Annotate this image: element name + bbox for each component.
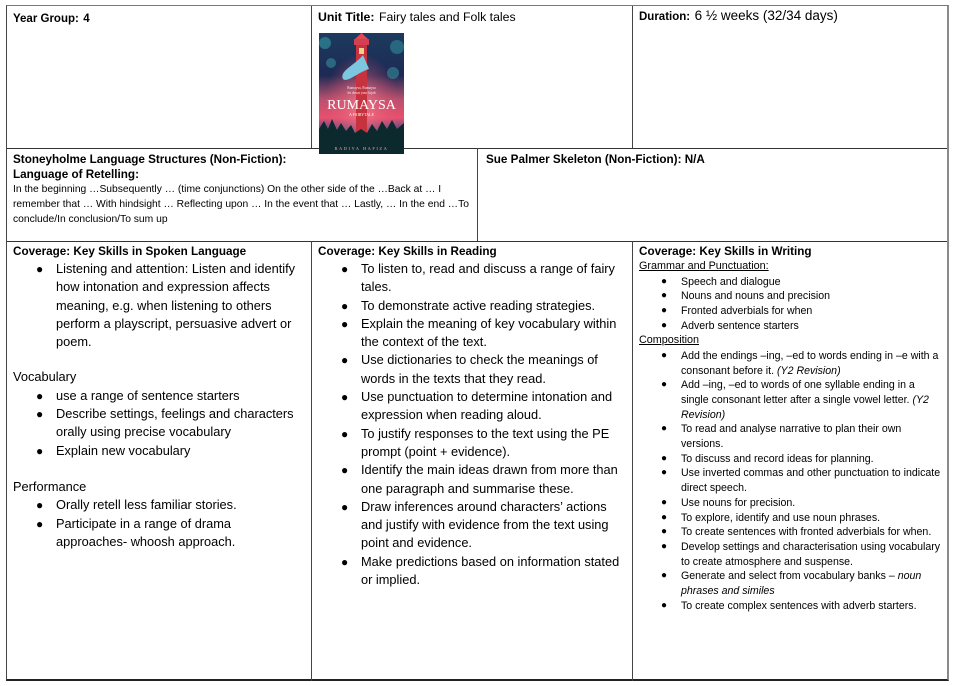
list-item: ● Use dictionaries to check the meanings of words in the texts that they read. — [341, 352, 598, 386]
spoken-intro-list — [13, 260, 305, 351]
bullet-icon: ● — [341, 554, 349, 569]
list-item: ● Listening and attention: Listen and identify how intonation and expression affects meaning, e.g. when listening to others perform a playscript, persuasive advert or poem. — [36, 261, 296, 350]
bullet-icon: ● — [341, 262, 349, 276]
writing-heading: Coverage: Key Skills in Writing — [639, 245, 812, 258]
bullet-icon: ● — [341, 298, 349, 313]
list-item: ● To listen to, read and discuss a range of fairy tales. — [341, 261, 615, 295]
bullet-icon: ● — [661, 599, 668, 611]
bullet-icon: ● — [661, 319, 668, 331]
language-retelling-subheading: Language of Retelling: — [13, 168, 139, 181]
duration-label: Duration: — [639, 11, 691, 23]
svg-text:Rumaysa, Rumaysa: Rumaysa, Rumaysa — [347, 86, 376, 90]
bullet-icon: ● — [661, 570, 668, 582]
bullet-icon: ● — [341, 390, 349, 405]
bullet-icon: ● — [661, 423, 668, 435]
year-group-label: Year Group: — [13, 13, 79, 25]
list-item: ● Generate and select from vocabulary banks – noun phrases and similes — [661, 570, 922, 598]
svg-text:A FAIRYTALE: A FAIRYTALE — [348, 112, 375, 117]
spoken-language-cell — [7, 242, 311, 681]
bullet-icon: ● — [661, 304, 668, 316]
sue-palmer-cell — [478, 149, 948, 241]
bullet-icon: ● — [36, 262, 44, 276]
unit-title-label: Unit Title: — [318, 10, 375, 24]
list-item: ● Adverb sentence starters — [661, 319, 799, 332]
unit-title-value: Fairy tales and Folk tales — [378, 10, 516, 24]
list-item: ● Identify the main ideas drawn from more than one paragraph and summarise these. — [341, 462, 618, 496]
reading-list — [318, 260, 626, 589]
bullet-icon: ● — [36, 498, 44, 513]
list-item: ● Make predictions based on information stated or implied. — [341, 553, 620, 588]
list-item: ● Use punctuation to determine intonation and expression when reading aloud. — [341, 389, 613, 423]
list-item: ● To explore, identify and use noun phrases. — [661, 511, 881, 524]
book-cover-illustration — [319, 33, 404, 154]
bullet-icon: ● — [661, 526, 668, 538]
language-structures-heading: Stoneyholme Language Structures (Non-Fiction): — [13, 153, 287, 166]
list-item: ● To create sentences with fronted adverbials for when. — [661, 526, 932, 539]
reading-heading: Coverage: Key Skills in Reading — [318, 245, 497, 258]
bullet-icon: ● — [36, 516, 44, 531]
performance-heading: Performance — [13, 478, 87, 494]
bullet-icon: ● — [36, 388, 44, 403]
bullet-icon: ● — [661, 275, 668, 287]
duration-cell — [633, 6, 948, 148]
bullet-icon: ● — [661, 452, 668, 464]
bullet-icon: ● — [661, 290, 668, 302]
bullet-icon: ● — [341, 353, 349, 368]
book-cover-title: RUMAYSA — [327, 98, 396, 113]
list-item: ● To create complex sentences with adverb starters. — [661, 599, 917, 612]
bullet-icon: ● — [341, 499, 349, 514]
bullet-icon: ● — [341, 426, 349, 441]
list-item: ● Use inverted commas and other punctuation to indicate direct speech. — [661, 467, 941, 495]
bullet-icon: ● — [661, 540, 668, 552]
list-item: ● Draw inferences around characters’ actions and justify with evidence from the text using point and evidence. — [341, 498, 609, 551]
list-item: ● Fronted adverbials for when — [661, 304, 813, 317]
list-item: ● Develop settings and characterisation using vocabulary to create atmosphere and suspense. — [661, 540, 941, 568]
bullet-icon: ● — [661, 511, 668, 523]
writing-cell — [633, 242, 948, 681]
bullet-icon: ● — [36, 407, 44, 422]
list-item: ● Use nouns for precision. — [661, 496, 796, 509]
bullet-icon: ● — [661, 467, 668, 479]
list-item: ● use a range of sentence starters — [13, 387, 305, 405]
book-cover-image — [319, 33, 404, 154]
list-item: ● Nouns and nouns and precision — [661, 290, 831, 303]
composition-list — [639, 349, 942, 614]
reading-cell — [312, 242, 632, 681]
bullet-icon: ● — [341, 316, 349, 331]
list-item: ● To discuss and record ideas for planning. — [661, 452, 874, 465]
list-item: ● Describe settings, feelings and characters orally using precise vocabulary — [36, 406, 294, 440]
svg-text:let down your hijab: let down your hijab — [347, 91, 376, 95]
bullet-icon: ● — [661, 379, 668, 391]
list-item: ● Add the endings –ing, –ed to words ending in –e with a consonant before it. (Y2 Revision) — [661, 349, 939, 377]
performance-list — [13, 496, 305, 551]
list-item: ● Add –ing, –ed to words of one syllable ending in a single consonant letter after a single vowel letter. (Y2 Revision) — [661, 379, 929, 421]
language-structures-cell — [7, 149, 477, 241]
grammar-heading: Grammar and Punctuation: — [639, 260, 769, 272]
unit-plan-table — [6, 5, 949, 681]
list-item: ● Participate in a range of drama approaches- whoosh approach. — [36, 515, 236, 549]
spoken-language-heading: Coverage: Key Skills in Spoken Language — [13, 245, 247, 258]
duration-value: 6 ½ weeks (32/34 days) — [694, 8, 838, 23]
bullet-icon: ● — [661, 496, 668, 508]
list-item: ● Explain the meaning of key vocabulary within the context of the text. — [341, 315, 617, 350]
vocabulary-list — [13, 387, 305, 460]
vocabulary-heading: Vocabulary — [13, 369, 77, 385]
language-retelling-text: In the beginning …Subsequently … (time conjunctions) On the other side of the …Back at … I remember that … With hindsight … Reflecting upon … In the event that … Lastly, … In the end …To conclude/In conclusion/To sum up — [13, 184, 469, 225]
year-group-value: 4 — [83, 13, 90, 25]
bullet-icon: ● — [36, 443, 44, 458]
year-group-cell — [7, 6, 311, 148]
grammar-list — [639, 275, 942, 334]
list-item: ● To justify responses to the text using the PE prompt (point + evidence). — [341, 425, 610, 459]
list-item: ● Explain new vocabulary — [13, 442, 305, 460]
list-item: ● Speech and dialogue — [661, 275, 781, 288]
sue-palmer-heading: Sue Palmer Skeleton (Non-Fiction): N/A — [486, 153, 705, 166]
composition-heading: Composition — [639, 334, 700, 347]
bullet-icon: ● — [661, 349, 668, 361]
bullet-icon: ● — [341, 463, 349, 478]
svg-text:RADIYA HAFIZA: RADIYA HAFIZA — [334, 146, 389, 151]
list-item: ● To demonstrate active reading strategies. — [318, 297, 626, 315]
list-item: ● Orally retell less familiar stories. — [13, 496, 305, 514]
list-item: ● To read and analyse narrative to plan their own versions. — [661, 423, 902, 451]
